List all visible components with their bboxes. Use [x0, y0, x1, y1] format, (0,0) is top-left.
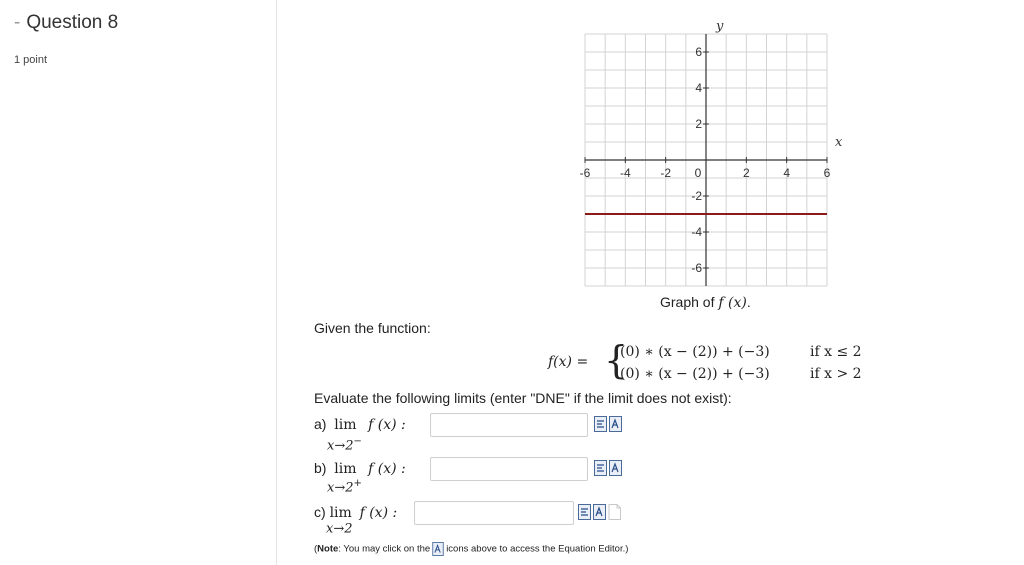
y-tick-label: 4 [695, 81, 702, 95]
part-c-subscript: x→2 [326, 521, 353, 537]
help-doc-icon[interactable] [608, 504, 621, 520]
instructions-text: Evaluate the following limits (enter "DNE" if the limit does not exist): [314, 390, 732, 406]
part-b-subscript: x→2+ [327, 478, 362, 496]
equation-editor-note: (Note: You may click on the icons above to access the Equation Editor.) [314, 543, 629, 555]
x-tick-label: 4 [783, 166, 791, 180]
x-axis-label: x [835, 135, 843, 150]
graph-caption-prefix: Graph of [660, 294, 719, 310]
part-c-label: c) lim f (x) : [314, 504, 398, 521]
y-tick-label: 2 [695, 117, 702, 131]
x-tick-label: 2 [742, 166, 750, 180]
question-title-text: Question 8 [26, 12, 119, 33]
preview-icon[interactable] [609, 416, 622, 432]
limit-right-input[interactable] [430, 457, 588, 481]
question-points: 1 point [14, 54, 48, 66]
x-tick-label: -6 [579, 166, 591, 180]
left-brace: { [604, 338, 629, 382]
question-sidebar [0, 0, 277, 565]
collapse-dash[interactable]: - [14, 12, 21, 33]
question-title [14, 12, 118, 34]
graph-axes [585, 34, 827, 286]
graph-caption [660, 294, 751, 311]
preview-icon[interactable] [593, 504, 606, 520]
graph-caption-suffix: . [746, 294, 751, 310]
y-tick-label: -4 [691, 225, 702, 239]
y-tick-label: 6 [695, 45, 702, 59]
y-tick-label: -2 [691, 189, 702, 203]
part-b-label: b) lim f (x) : [314, 460, 406, 477]
y-axis-label: y [716, 19, 724, 34]
function-row-2: (0) ∗ (x − (2)) + (−3) [620, 366, 770, 382]
part-a-subscript: x→2− [327, 436, 362, 454]
function-condition-1: if x ≤ 2 [810, 344, 862, 360]
function-condition-2: if x > 2 [810, 366, 862, 382]
graph-caption-math: f (x) [718, 295, 747, 311]
limit-left-input[interactable] [430, 413, 588, 437]
equation-editor-icon[interactable] [594, 460, 607, 476]
function-lhs: f(x) = [548, 354, 589, 370]
x-tick-label: -4 [619, 166, 631, 180]
equation-editor-icon [432, 542, 444, 556]
x-tick-label: 6 [823, 166, 831, 180]
equation-editor-icon[interactable] [578, 504, 591, 520]
function-graph [560, 14, 850, 294]
preview-icon[interactable] [609, 460, 622, 476]
x-tick-label: -2 [660, 166, 672, 180]
y-tick-label: -6 [691, 261, 702, 275]
given-text: Given the function: [314, 320, 431, 336]
x-tick-label: 0 [694, 166, 702, 180]
part-a-label: a) lim f (x) : [314, 416, 406, 433]
limit-two-sided-input[interactable] [414, 501, 574, 525]
function-row-1: (0) ∗ (x − (2)) + (−3) [620, 344, 770, 360]
equation-editor-icon[interactable] [594, 416, 607, 432]
